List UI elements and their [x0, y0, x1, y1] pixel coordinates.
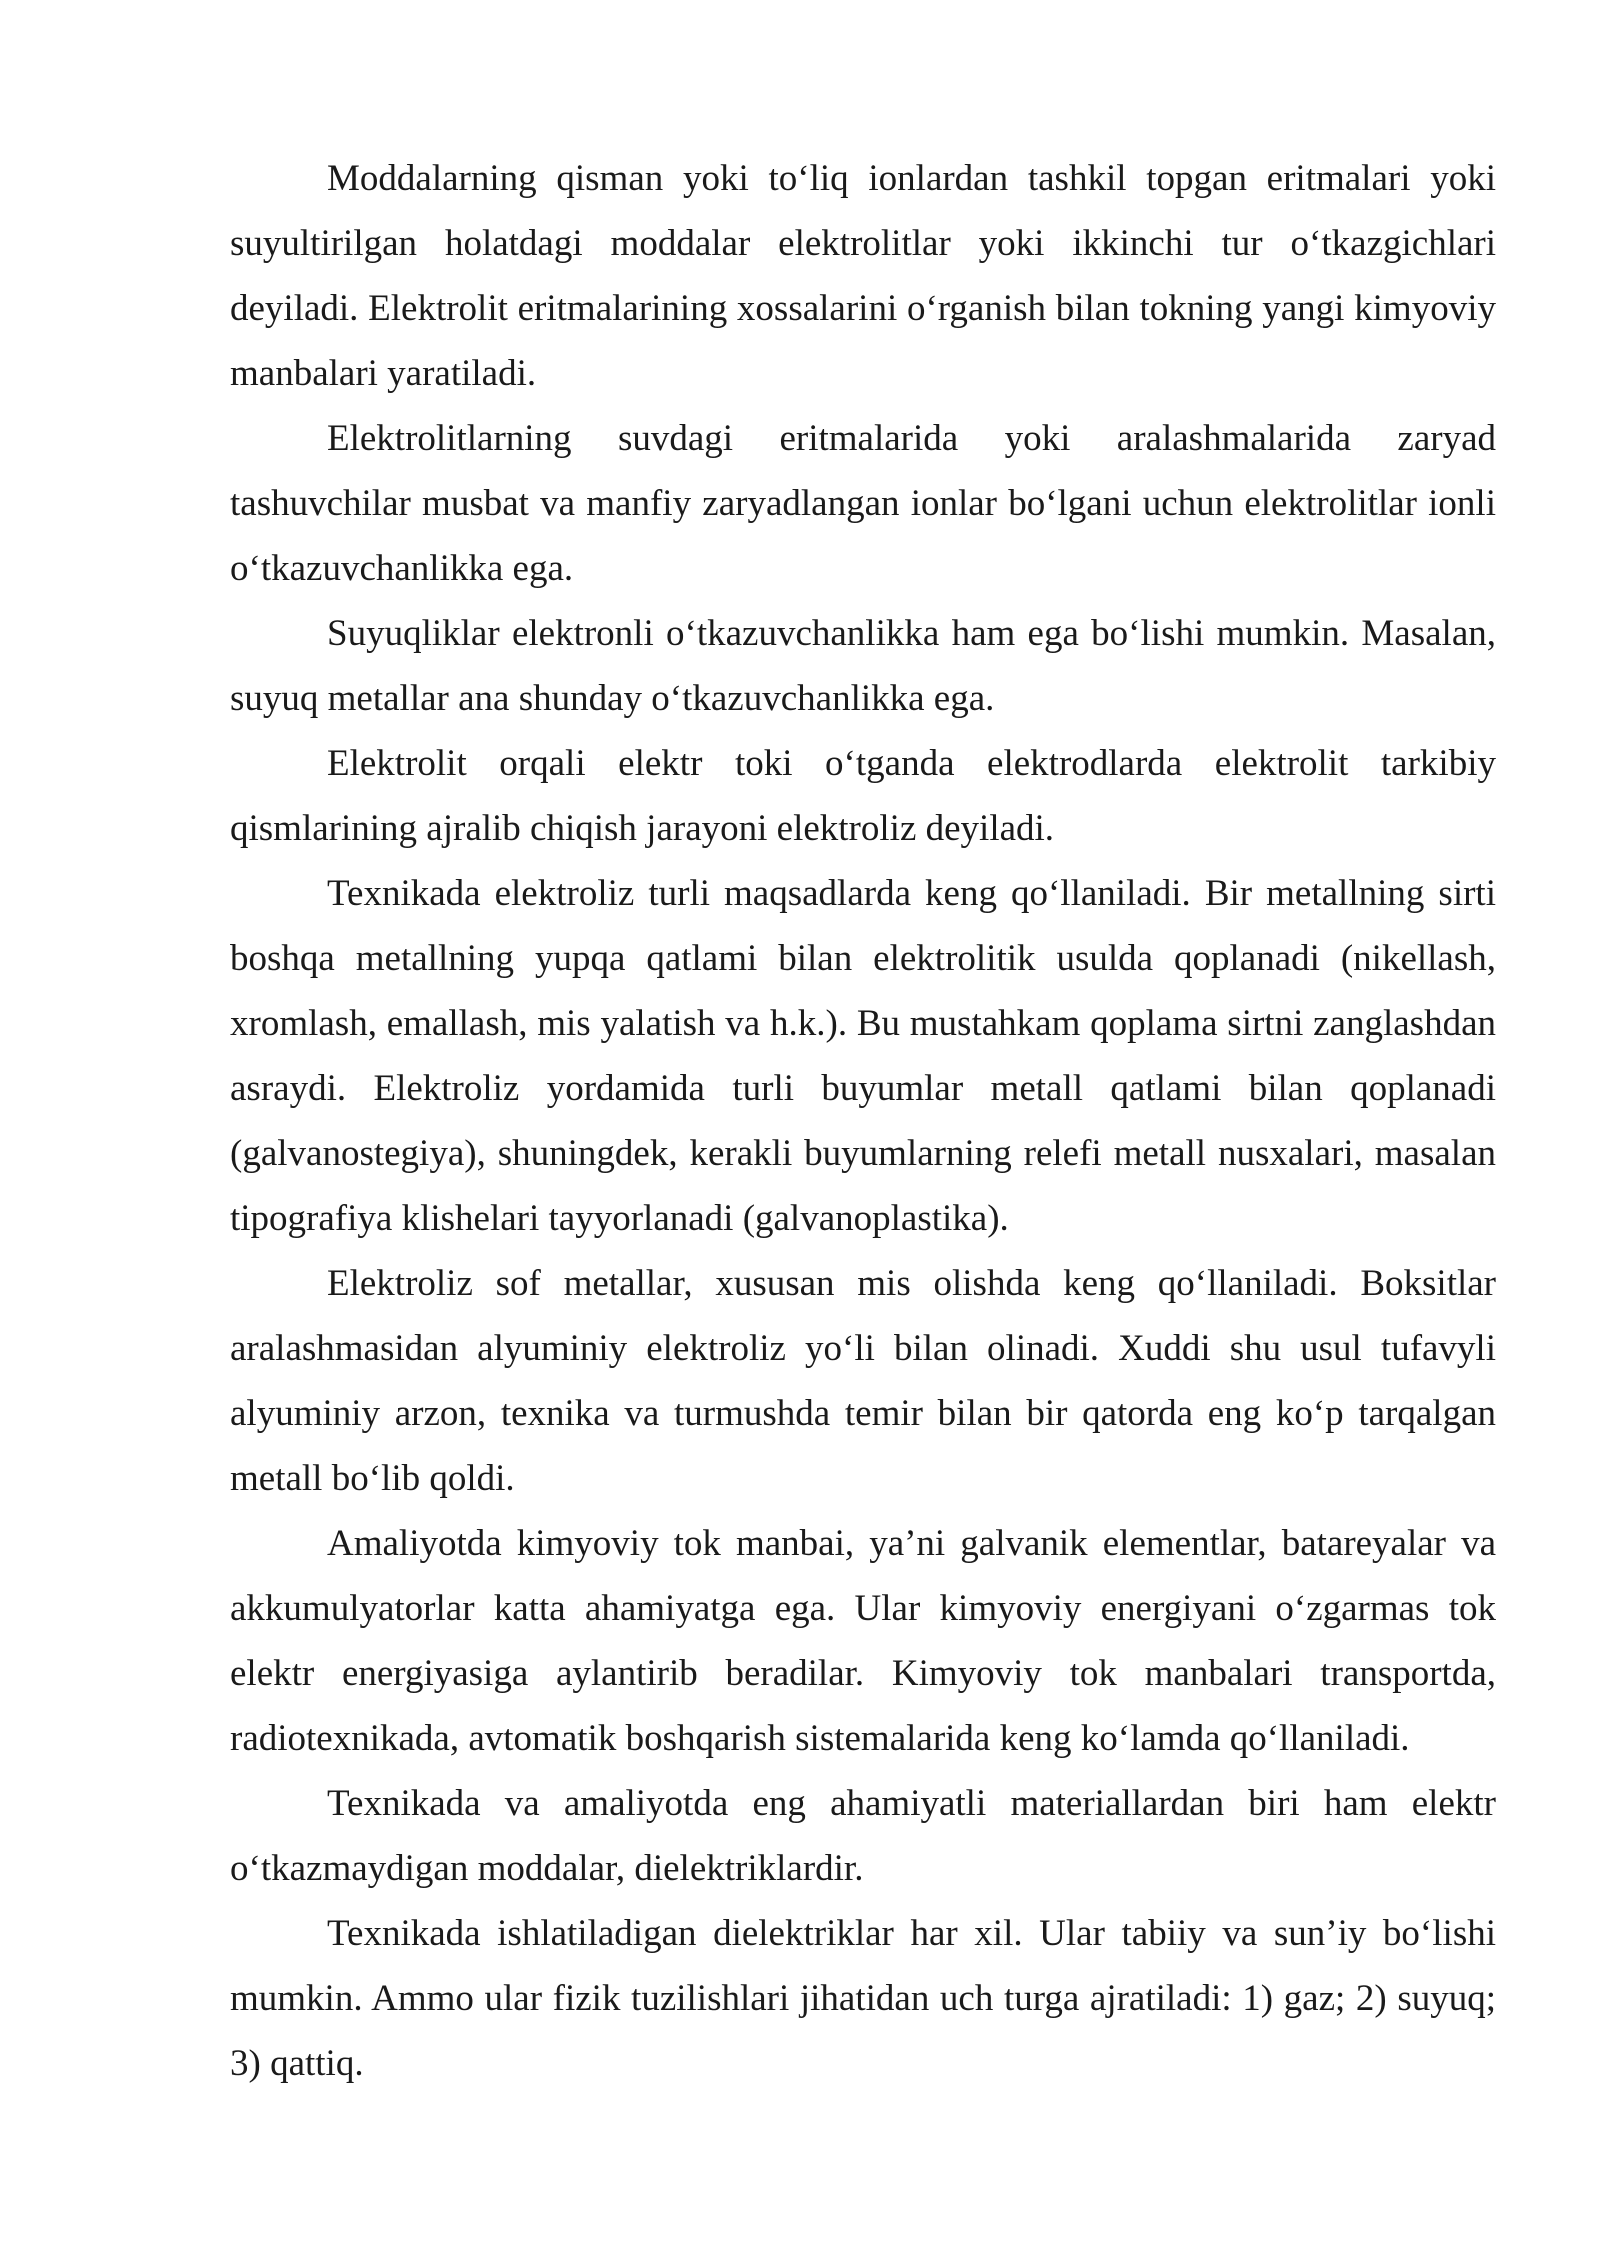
paragraph-pure-metals: Elektroliz sof metallar, xususan mis olishda keng qo‘llaniladi. Boksitlar aralashmasidan alyuminiy elektroliz yo‘li bilan olinadi. Xuddi shu usul tufavyli alyuminiy arzon, texnika va turmushda temir bilan bir qatorda eng ko‘p tarqalgan metall bo‘lib qoldi.	[230, 1263, 1496, 1499]
paragraph-electrolysis-in-technology: Texnikada elektroliz turli maqsadlarda keng qo‘llaniladi. Bir metallning sirti boshqa metallning yupqa qatlami bilan elektrolitik usulda qoplanadi (nikellash, xromlash, emallash, mis yalatish va h.k.). Bu mustahkam qoplama sirtni zanglashdan asraydi. Elektroliz yordamida turli buyumlar metall qatlami bilan qoplanadi (galvanostegiya), shuningdek, kerakli buyumlarning relefi metall nusxalari, masalan tipografiya klishelari tayyorlanadi (galvanoplastika).	[230, 873, 1496, 1239]
paragraph-chemical-current-sources: Amaliyotda kimyoviy tok manbai, ya’ni galvanik elementlar, batareyalar va akkumulyatorlar katta ahamiyatga ega. Ular kimyoviy energiyani o‘zgarmas tok elektr energiyasiga aylantirib beradilar. Kimyoviy tok manbalari transportda, radiotexnikada, avtomatik boshqarish sistemalarida keng ko‘lamda qo‘llaniladi.	[230, 1523, 1496, 1759]
paragraph-ionic-conductivity: Elektrolitlarning suvdagi eritmalarida yoki aralashmalarida zaryad tashuvchilar musbat va manfiy zaryadlangan ionlar bo‘lgani uchun elektrolitlar ionli o‘tkazuvchanlikka ega.	[230, 418, 1496, 589]
paragraph-dielectric-types: Texnikada ishlatiladigan dielektriklar har xil. Ular tabiiy va sun’iy bo‘lishi mumkin. Ammo ular fizik tuzilishlari jihatidan uch turga ajratiladi: 1) gaz; 2) suyuq; 3) qattiq.	[230, 1913, 1496, 2084]
paragraph-dielectrics-intro: Texnikada va amaliyotda eng ahamiyatli materiallardan biri ham elektr o‘tkazmaydigan moddalar, dielektriklardir.	[230, 1783, 1496, 1889]
document-page	[230, 146, 1496, 2096]
paragraph-electronic-conductivity: Suyuqliklar elektronli o‘tkazuvchanlikka ham ega bo‘lishi mumkin. Masalan, suyuq metallar ana shunday o‘tkazuvchanlikka ega.	[230, 613, 1496, 719]
paragraph-electrolysis-definition: Elektrolit orqali elektr toki o‘tganda elektrodlarda elektrolit tarkibiy qismlarining ajralib chiqish jarayoni elektroliz deyiladi.	[230, 743, 1496, 849]
paragraph-electrolytes-definition: Moddalarning qisman yoki to‘liq ionlardan tashkil topgan eritmalari yoki suyultirilgan holatdagi moddalar elektrolitlar yoki ikkinchi tur o‘tkazgichlari deyiladi. Elektrolit eritmalarining xossalarini o‘rganish bilan tokning yangi kimyoviy manbalari yaratiladi.	[230, 158, 1496, 394]
